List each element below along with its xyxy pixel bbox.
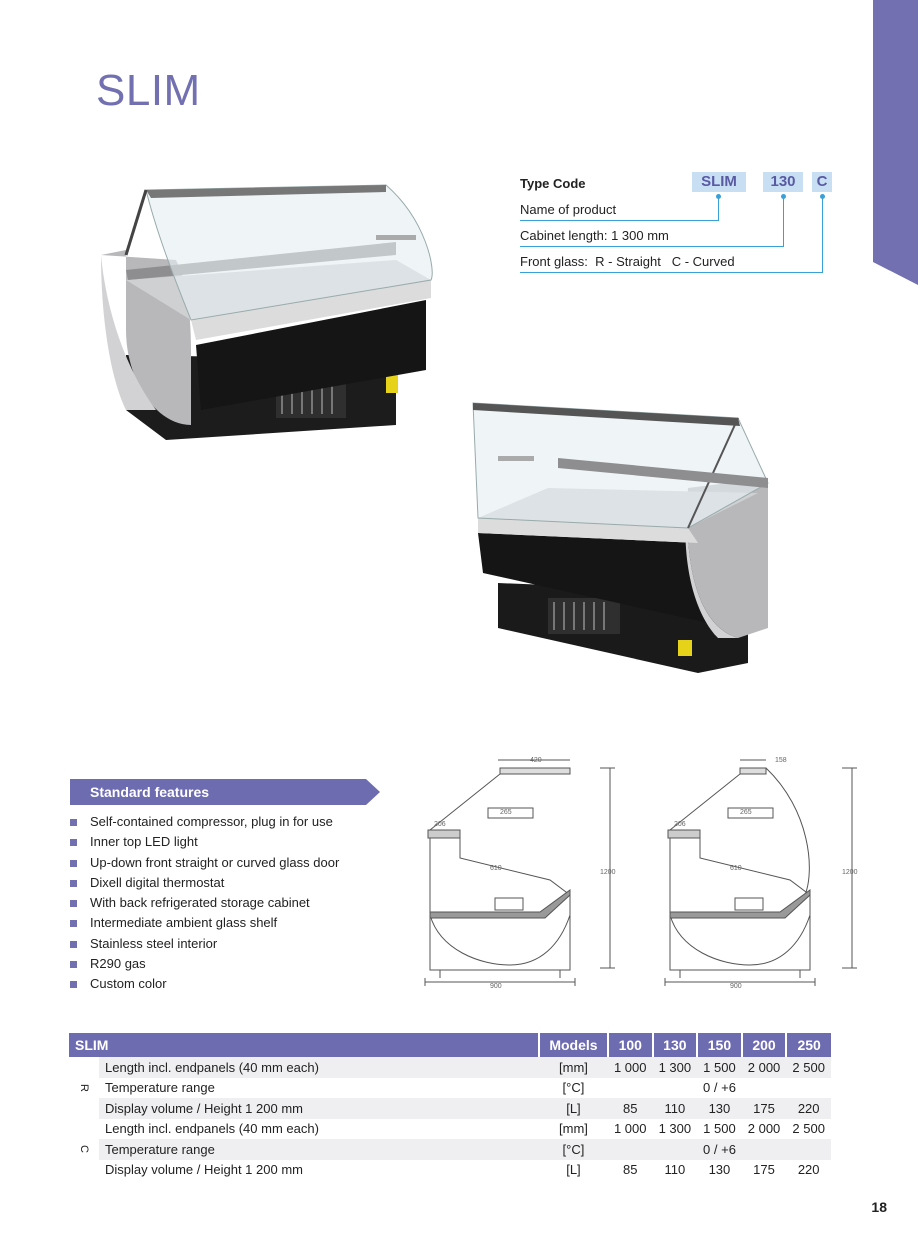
bullet-icon bbox=[70, 839, 77, 846]
feature-item: Up-down front straight or curved glass door bbox=[70, 853, 339, 873]
type-code-line-length: Cabinet length: 1 300 mm bbox=[520, 228, 669, 243]
product-image-straight bbox=[468, 398, 788, 673]
feature-item: Intermediate ambient glass shelf bbox=[70, 913, 339, 933]
bullet-icon bbox=[70, 819, 77, 826]
leader-line bbox=[718, 196, 719, 220]
dim-206: 206 bbox=[674, 821, 686, 828]
table-row: Temperature range [°C] 0 / +6 bbox=[69, 1139, 831, 1160]
leader-line bbox=[520, 272, 823, 273]
table-row: Display volume / Height 1 200 mm [L] 85 110 130 175 220 bbox=[69, 1098, 831, 1119]
features-heading: Standard features bbox=[90, 784, 210, 800]
page-title: SLIM bbox=[96, 66, 201, 115]
page-number: 18 bbox=[871, 1199, 887, 1215]
code-box-product: SLIM bbox=[692, 172, 746, 192]
type-code-line-glass: Front glass: R - Straight C - Curved bbox=[520, 254, 735, 269]
model-header: 200 bbox=[742, 1033, 787, 1057]
bullet-icon bbox=[70, 941, 77, 948]
model-header: 150 bbox=[697, 1033, 742, 1057]
dim-width: 900 bbox=[730, 983, 742, 990]
dim-shelf: 265 bbox=[740, 809, 752, 816]
leader-line bbox=[520, 220, 719, 221]
feature-item: Inner top LED light bbox=[70, 832, 339, 852]
bullet-icon bbox=[70, 860, 77, 867]
feature-item: Self-contained compressor, plug in for use bbox=[70, 812, 339, 832]
code-box-length: 130 bbox=[763, 172, 803, 192]
bullet-icon bbox=[70, 920, 77, 927]
dim-top: 420 bbox=[530, 757, 542, 764]
type-code-legend bbox=[520, 170, 840, 280]
dim-height: 1200 bbox=[842, 869, 858, 876]
models-header: Models bbox=[539, 1033, 608, 1057]
drawing-curved bbox=[660, 750, 865, 990]
dim-610: 610 bbox=[730, 865, 742, 872]
feature-item: Stainless steel interior bbox=[70, 934, 339, 954]
bullet-icon bbox=[70, 981, 77, 988]
spec-table bbox=[69, 1033, 831, 1180]
type-code-label: Type Code bbox=[520, 176, 586, 191]
model-header: 130 bbox=[653, 1033, 698, 1057]
table-title: SLIM bbox=[69, 1033, 539, 1057]
dim-206: 206 bbox=[434, 821, 446, 828]
table-row: Display volume / Height 1 200 mm [L] 85 110 130 175 220 bbox=[105, 1162, 820, 1178]
corner-tab bbox=[873, 0, 918, 285]
leader-line bbox=[520, 246, 784, 247]
features-list bbox=[70, 812, 339, 995]
table-row: R Length incl. endpanels (40 mm each) [mm] 1 000 1 300 1 500 2 000 2 500 bbox=[69, 1057, 831, 1078]
bullet-icon bbox=[70, 961, 77, 968]
group-code-curved: C bbox=[69, 1119, 99, 1181]
dim-height: 1200 bbox=[600, 869, 616, 876]
dim-610: 610 bbox=[490, 865, 502, 872]
feature-item: With back refrigerated storage cabinet bbox=[70, 893, 339, 913]
leader-line bbox=[822, 196, 823, 272]
model-header: 250 bbox=[786, 1033, 831, 1057]
leader-line bbox=[783, 196, 784, 246]
table-row: Temperature range [°C] 0 / +6 bbox=[105, 1080, 736, 1096]
features-header bbox=[70, 779, 380, 805]
model-header: 100 bbox=[608, 1033, 653, 1057]
code-box-glass: C bbox=[812, 172, 832, 192]
dim-shelf: 265 bbox=[500, 809, 512, 816]
table-row: C Length incl. endpanels (40 mm each) [mm] 1 000 1 300 1 500 2 000 2 500 bbox=[69, 1119, 831, 1140]
drawing-straight bbox=[420, 750, 625, 990]
product-image-curved bbox=[96, 180, 436, 455]
feature-item: Dixell digital thermostat bbox=[70, 873, 339, 893]
feature-item: Custom color bbox=[70, 974, 339, 994]
bullet-icon bbox=[70, 880, 77, 887]
group-code-straight: R bbox=[69, 1057, 99, 1119]
type-code-line-product: Name of product bbox=[520, 202, 617, 217]
dim-width: 900 bbox=[490, 983, 502, 990]
dim-top: 158 bbox=[775, 757, 787, 764]
feature-item: R290 gas bbox=[70, 954, 339, 974]
bullet-icon bbox=[70, 900, 77, 907]
